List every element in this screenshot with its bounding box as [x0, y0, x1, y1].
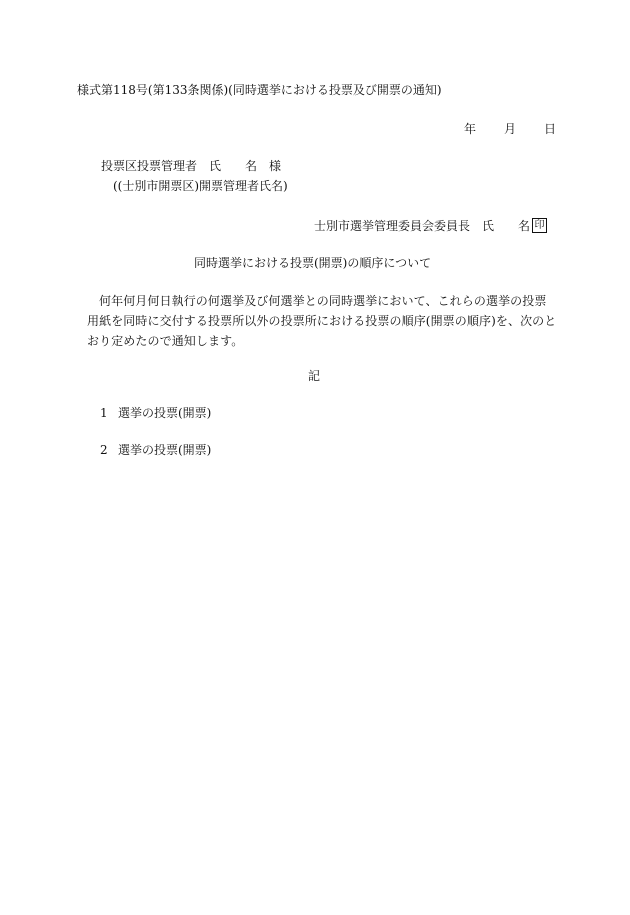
list-item-text: 選挙の投票(開票)	[118, 406, 212, 420]
note-heading: 記	[308, 369, 321, 383]
date-day-label: 日	[544, 122, 557, 136]
sender-line	[314, 218, 547, 233]
list-item-text: 選挙の投票(開票)	[118, 443, 212, 457]
body-paragraph: 何年何月何日執行の何選挙及び何選挙との同時選挙において、これらの選挙の投票用紙を同時に交付する投票所以外の投票所における投票の順序(開票の順序)を、次のとおり定めたので通知します。	[87, 294, 557, 348]
date-year-label: 年	[464, 122, 477, 136]
date-line	[464, 123, 556, 135]
addressee-alt-line: ((士別市開票区)開票管理者氏名)	[113, 179, 288, 193]
subject-title: 同時選挙における投票(開票)の順序について	[194, 256, 432, 270]
seal-mark: 印	[532, 218, 547, 233]
list-item-number: 2	[100, 443, 108, 457]
list-item	[100, 407, 211, 419]
form-number-heading: 様式第118号(第133条関係)(同時選挙における投票及び開票の通知)	[77, 83, 442, 97]
list-item-number: 1	[100, 406, 108, 420]
date-month-label: 月	[504, 122, 517, 136]
sender-text: 士別市選挙管理委員会委員長 氏 名	[314, 218, 531, 233]
addressee-line: 投票区投票管理者 氏 名 様	[101, 159, 282, 173]
list-item	[100, 444, 211, 456]
